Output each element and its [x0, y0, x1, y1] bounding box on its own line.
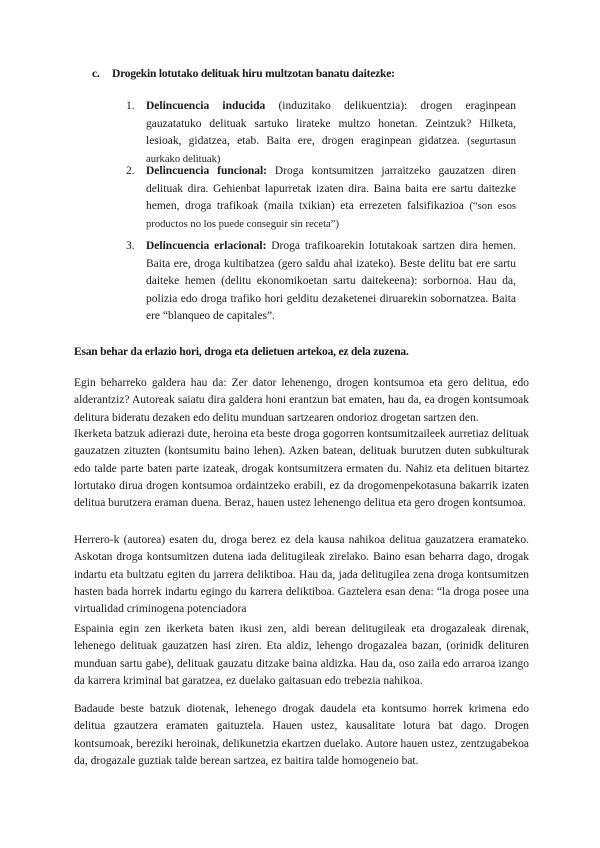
list-item-note: (“son esos productos no los puede conseguir sin receta”)	[146, 201, 516, 230]
section-c-heading	[92, 68, 395, 80]
list-item-text: Droga kontsumitzen jarraitzeko gauzatzen diren delituak dira. Gehienbat lapurretak izaten dira. Baina baita ere sartu daitezke hemen, droga trafikoak (maila txikian) eta errezeten falsifikazioa	[146, 165, 516, 212]
list-item-note: (segurtasun aurkako delituak)	[146, 136, 516, 165]
list-item-term: Delincuencia erlacional:	[146, 240, 267, 252]
section-c-title: Drogekin lotutako delituak hiru multzotan banatu daitezke:	[112, 68, 395, 80]
list-item-body	[146, 98, 516, 168]
list-item-number: 2.	[126, 165, 135, 177]
paragraph: Egin beharreko galdera hau da: Zer dator lehenengo, drogen kontsumoa eta gero delitua, edo alderantziz? Autoreak saiatu dira galdera honi erantzun bat ematen, hau da, ea drogen kontsumoak delitura bideratu dezaken edo delitu munduan sartzearen ondorioz drogetan sartzen den.	[74, 377, 529, 424]
list-item-body	[146, 163, 516, 233]
list-item-term: Delincuencia funcional:	[146, 165, 267, 177]
section-heading: Esan behar da erlazio hori, droga eta delietuen artekoa, ez dela zuzena.	[74, 346, 409, 358]
paragraph: Herrero-k (autorea) esaten du, droga berez ez dela kausa nahikoa delitua gauzatzera eramateko. Askotan droga kontsumitzen dutena iada delitugileak zirelako. Baino esan beharra dago, drogak indartu eta bultzatu egiten du jarrera deliktiboa. Hau da, jada delitugilea zena droga kontsumitzen hasten bada horrek indartu egingo du karrera deliktiboa. Gaztelera esan dena: “la droga posee una virtualidad criminogena potenciadora	[74, 534, 529, 616]
list-item-term: Delincuencia inducida	[146, 100, 266, 112]
list-item-text: (induzitako delikuentzia): drogen eraginpean gauzatatuko delituak sartuko lirateke multzo honetan. Zeintzuk? Hilketa, lesioak, gidatzea, etab. Baita ere, drogen eraginpean gidatzea.	[146, 100, 516, 147]
list-item-number: 3.	[126, 240, 135, 252]
list-item-number: 1.	[126, 100, 135, 112]
list-item-text: Droga trafikoarekin lotutakoak sartzen dira hemen. Baita ere, droga kultibatzea (gero saldu ahal izateko). Beste delitu bat ere sartu daiteke hemen (delitu ekonomikoetan sartu daitekeena): sorbornoa. Hau da, polizia edo droga trafiko hori gelditu dezaketenei diruarekin sobornatzea. Baita ere “blanqueo de capitales”.	[146, 240, 516, 322]
paragraph: Espainia egin zen ikerketa baten ikusi zen, aldi berean delitugileak eta drogazaleak direnak, lehenego delituak gauzatzen hasi ziren. Eta aldiz, lehengo drogazalea bazan, (orinidk delituren munduan sartu gabe), delituak gauzatu ditzake baina aldizka. Hau da, oso zaila edo arraroa izango da karrera kriminal bat garatzea, ez duelako gaitasuan edo trebezia nahikoa.	[74, 623, 529, 687]
list-item	[126, 98, 516, 168]
list-item-body	[146, 238, 516, 326]
paragraph: Badaude beste batzuk diotenak, lehenego drogak daudela eta kontsumo horrek krimena edo delitua gzautzera eramaten gaituztela. Hauen ustez, kausalitate lotura bat dago. Drogen kontsumoak, bereziki heroinak, delikunetzia ekartzen duelako. Autore hauen ustez, zentzugabekoa da, drogazale guztiak talde berean sartzea, ez baitira talde homogeneio bat.	[74, 703, 529, 767]
section-c-marker: c.	[92, 68, 100, 80]
list-item	[126, 163, 516, 233]
list-item	[126, 238, 516, 326]
paragraph: Ikerketa batzuk adierazi dute, heroina eta beste droga gogorren kontsumitzaileek aurretiaz delituak gauzatzen zituzten (kontsumitu baino lehen). Azken batean, delituak burutzen duten subkulturak edo talde parte baten parte izateak, drogak kontsumitzera ermaten du. Nahiz eta delituen bitartez lortutako dirua drogen kontsumoa ordaintzeko erabili, ez da drogomenpekotasuna bakarrik izaten delitua burutzera eraman duena. Beraz, hauen ustez lehenengo delitua eta gero drogen kontsumoa.	[74, 428, 529, 510]
